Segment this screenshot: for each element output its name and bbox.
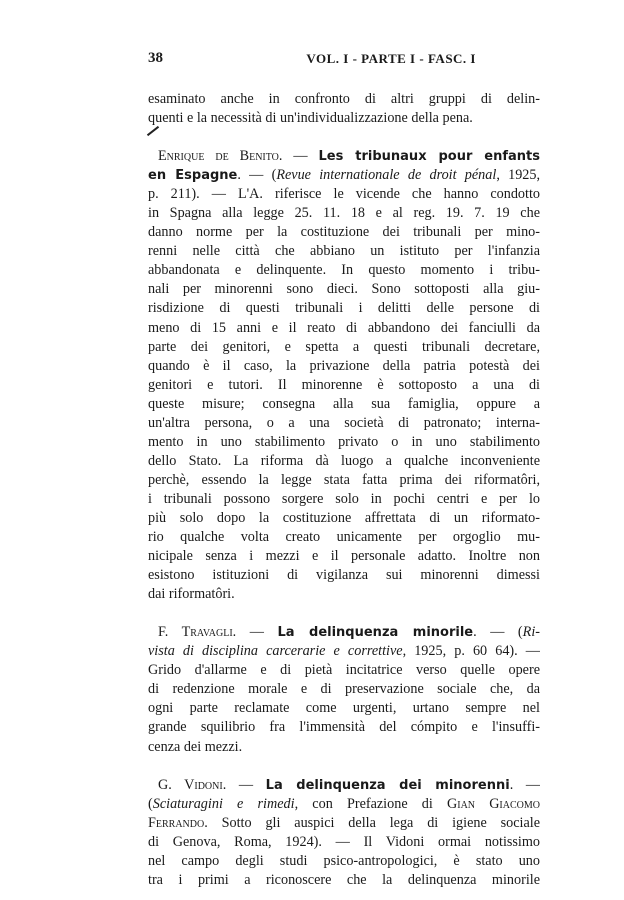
text-line: p. 211). — L'A. riferisce le vicende che hanno condotto [148,186,540,203]
text-line: danno norme per la costituzione dei tribunali per mino- [148,224,540,241]
running-header [148,50,476,72]
text-line: meno di 15 anni e il reato di abbandono dei fanciulli da [148,319,540,336]
entry-title: La delinquenza dei minorenni [265,777,510,793]
entry-heading: F. Travagli. — La delinquenza minorile. — (Ri- [158,624,540,641]
text-line: Grido d'allarme e di pietà incitatrice verso quelle opere [148,662,540,679]
text-line: genitori e tutori. Il minorenne è sottoposto a una di [148,376,540,393]
text-line: abbandonata e delinquente. In questo momento i tribu- [148,262,540,279]
text-line: esistono istituzioni di vigilanza sui minorenni dimessi [148,567,540,584]
entry-author: F. Travagli. [158,624,237,641]
text-line: mento in uno stabilimento privato o in uno stabilimento [148,433,540,450]
text-line: grande squilibrio fra l'immensità del cómpito e l'insuffi- [148,719,540,736]
text-line: dai riformatôri. [148,586,235,603]
entry-heading: G. Vidoni. — La delinquenza dei minorenni. — [158,776,540,793]
text-line: tra i primi a riconoscere che la delinquenza minorile [148,871,540,888]
entry-heading-cont: en Espagne. — (Revue internationale de droit pénal, 1925, [148,167,540,184]
entry-title: Les tribunaux pour enfants [318,149,540,165]
text-line: i tribunali possono sorgere solo in pochi centri e per lo [148,490,540,507]
text-line: rio qualche volta creato unicamente per orgoglio mu- [148,529,540,546]
running-title: VOL. I - PARTE I - FASC. I [306,51,476,66]
entry-source: Revue internationale de droit pénal [276,167,497,184]
text-line: cenza dei mezzi. [148,738,243,755]
entry-source: Sciaturagini e rimedi [152,795,295,812]
entry-title: La delinquenza minorile [277,625,474,641]
text-line: esaminato anche in confronto di altri gruppi di delin- [148,91,540,107]
text-line: più solo dopo la costituzione affrettata di un riformato- [148,509,540,526]
text-line: perchè, essendo la legge stata fatta prima dei riformatôri, [148,471,540,488]
text-line: quenti e la necessità di un'individualizzazione della pena. [148,110,473,127]
text-line: nel campo degli studi psico-antropologici, è stato uno [148,852,540,869]
entry-author: Enrique de Benito. [158,148,283,165]
text-line: in Spagna alla legge 25. 11. 18 e al reg. 19. 7. 19 che [148,205,540,222]
text-line: ogni parte reclamate come urgenti, urtano sempre nel [148,700,540,717]
text-line: dello Stato. La riforma dà luogo a qualche inconveniente [148,452,540,469]
text-line: parte dei genitori, e spetta a questi tribunali decretare, [148,338,540,355]
text-line: risdizione di questi tribunali i delitti delle persone di [148,300,540,317]
entry-heading-cont: Ferrando. Sotto gli auspici della lega di igiene sociale [148,814,540,831]
entry-author: G. Vidoni. [158,776,227,793]
text-line: un'altra persona, o a una società di patronato; interna- [148,414,540,431]
page-number: 38 [148,50,163,66]
text-line: quando è il caso, la privazione della patria potestà dei [148,357,540,374]
entry-source: vista di disciplina carcerarie e correttive [148,643,403,660]
entry-heading: Enrique de Benito. — Les tribunaux pour enfants [158,148,540,165]
text-line: di Genova, Roma, 1924). — Il Vidoni ormai notissimo [148,833,540,850]
page-body [148,90,540,890]
text-line: di redenzione morale e di preservazione sociale che, da [148,681,540,698]
entry-heading-cont: vista di disciplina carcerarie e correttive, 1925, p. 60 64). — [148,643,540,660]
text-line: nicipale senza i mezzi e il personale adatto. Inoltre non [148,548,540,565]
text-line: renni nelle città che abbiano un istituto per l'infanzia [148,243,540,260]
text-line: nali per minorenni sono dieci. Sono sottoposti alla giu- [148,281,540,298]
entry-heading-cont: (Sciaturagini e rimedi, con Prefazione di Gian Giacomo [148,795,540,812]
text-line: queste misure; consegna alla sua famiglia, oppure a [148,395,540,412]
